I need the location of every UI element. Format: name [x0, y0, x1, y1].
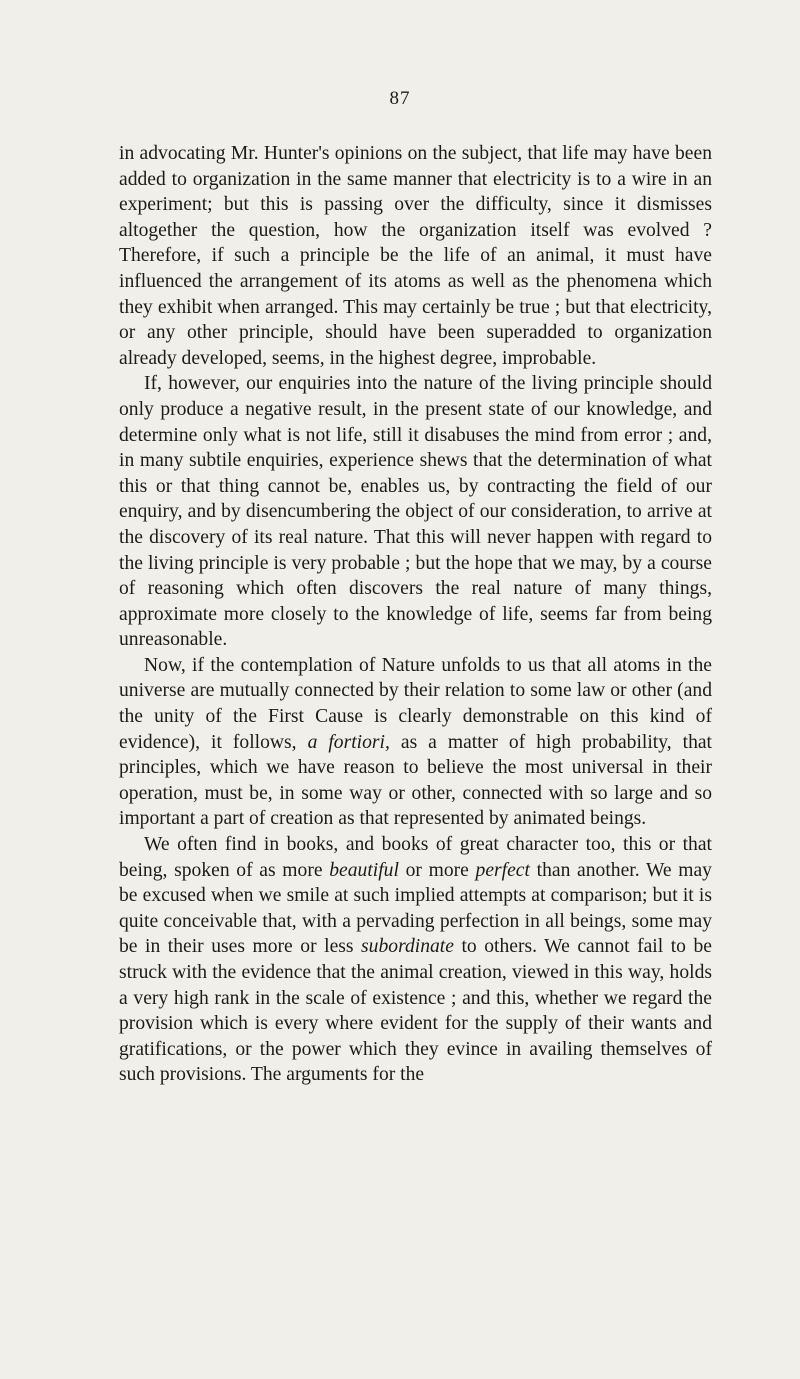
text-run: than another. We may be excused when we smile at such implied attempts at comparison; but it is quite conceivable that, with a pervading perfection in all beings, some may be in their uses more or less	[119, 859, 712, 958]
text-run: We often find in books, and books of great character too, this or that being, spoken of as more	[119, 834, 712, 881]
paragraph	[119, 653, 712, 832]
page-number: 87	[389, 88, 411, 109]
italic-text-run: beautiful	[329, 859, 399, 881]
text-run: Now, if the contemplation of Nature unfolds to us that all atoms in the universe are mutually connected by their relation to some law or other (and the unity of the First Cause is clearly demonstrable on this kind of evidence), it follows,	[119, 654, 712, 753]
body-text	[119, 141, 712, 1088]
text-run: in advocating Mr. Hunter's opinions on the subject, that life may have been added to organization in the same manner that electricity is to a wire in an experiment; but this is passing over the difficulty, since it dismisses altogether the question, how the organization itself was evolved ? Therefore, if such a principle be the life of an animal, it must have influenced the arrangement of its atoms as well as the phenomena which they exhibit when arranged. This may certainly be true ; but that electricity, or any other principle, should have been superadded to organization already developed, seems, in the highest degree, improbable.	[119, 143, 712, 369]
text-run: If, however, our enquiries into the nature of the living principle should only produce a negative result, in the present state of our knowledge, and determine only what is not life, still it disabuses the mind from error ; and, in many subtile enquiries, experience shews that the determination of what this or that thing cannot be, enables us, by contracting the field of our enquiry, and by disencumbering the object of our consideration, to arrive at the discovery of its real nature. That this will never happen with regard to the living principle is very probable ; but the hope that we may, by a course of reasoning which often discovers the real nature of many things, approximate more closely to the knowledge of life, seems far from being unreasonable.	[119, 373, 712, 651]
paragraph	[119, 141, 712, 371]
italic-text-run: a fortiori,	[307, 731, 390, 753]
text-run: to others. We cannot fail to be struck with the evidence that the animal creation, viewed in this way, holds a very high rank in the scale of existence ; and this, whether we regard the provision which is every where evident for the supply of their wants and gratifications, or the power which they evince in availing themselves of such provisions. The arguments for the	[119, 936, 712, 1086]
italic-text-run: subordinate	[361, 936, 454, 958]
italic-text-run: perfect	[475, 859, 530, 881]
paragraph	[119, 832, 712, 1088]
paragraph	[119, 371, 712, 653]
text-run: as a matter of high probability, that principles, which we have reason to believe the most universal in their operation, must be, in some way or other, connected with so large and so important a part of creation as that represented by animated beings.	[119, 731, 713, 830]
text-run: or more	[398, 859, 476, 881]
